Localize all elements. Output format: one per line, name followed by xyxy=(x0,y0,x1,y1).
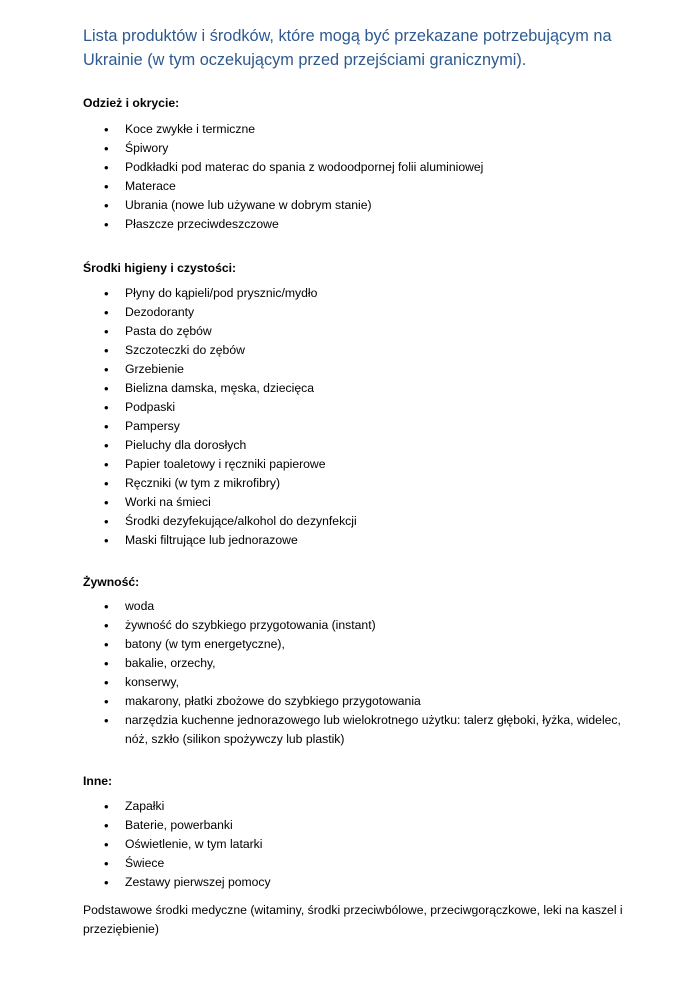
list-item: • Worki na śmieci xyxy=(0,493,625,512)
closing-paragraph: Podstawowe środki medyczne (witaminy, środki przeciwbólowe, przeciwgorączkowe, leki na kaszel i przeziębienie) xyxy=(83,903,623,936)
list-item: • narzędzia kuchenne jednorazowego lub wielokrotnego użytku: talerz głęboki, łyżka, widelec, nóż, szkło (silikon spożywczy lub plastik) xyxy=(0,711,625,749)
list-item: • Płaszcze przeciwdeszczowe xyxy=(0,215,625,234)
list-hygiene xyxy=(0,284,700,550)
list-item: • Zestawy pierwszej pomocy xyxy=(0,873,625,892)
list-item: • Pasta do zębów xyxy=(0,322,625,341)
list-item: • Koce zwykłe i termiczne xyxy=(0,120,625,139)
list-item: • makarony, płatki zbożowe do szybkiego przygotowania xyxy=(0,692,625,711)
list-item: • Dezodoranty xyxy=(0,303,625,322)
list-item: • Pampersy xyxy=(0,417,625,436)
list-item: • Baterie, powerbanki xyxy=(0,816,625,835)
list-item: • Oświetlenie, w tym latarki xyxy=(0,835,625,854)
list-item: • Świece xyxy=(0,854,625,873)
list-item: • woda xyxy=(0,597,625,616)
list-item: • bakalie, orzechy, xyxy=(0,654,625,673)
section-heading-other: Inne: xyxy=(83,774,113,788)
section-heading-clothing: Odzież i okrycie: xyxy=(83,96,180,110)
list-item: • Śpiwory xyxy=(0,139,625,158)
list-item: • Płyny do kąpieli/pod prysznic/mydło xyxy=(0,284,625,303)
list-item: • batony (w tym energetyczne), xyxy=(0,635,625,654)
list-item: • Papier toaletowy i ręczniki papierowe xyxy=(0,455,625,474)
list-item: • konserwy, xyxy=(0,673,625,692)
list-clothing xyxy=(0,120,700,234)
section-heading-hygiene: Środki higieny i czystości: xyxy=(83,261,237,275)
list-item: • Materace xyxy=(0,177,625,196)
section-heading-food: Żywność: xyxy=(83,575,140,589)
list-item: • Maski filtrujące lub jednorazowe xyxy=(0,531,625,550)
list-item: • żywność do szybkiego przygotowania (instant) xyxy=(0,616,625,635)
list-item: • Zapałki xyxy=(0,797,625,816)
list-item: • Podpaski xyxy=(0,398,625,417)
list-item: • Ręczniki (w tym z mikrofibry) xyxy=(0,474,625,493)
list-food xyxy=(0,597,700,749)
list-item: • Środki dezyfekujące/alkohol do dezynfekcji xyxy=(0,512,625,531)
list-item: • Pieluchy dla dorosłych xyxy=(0,436,625,455)
list-item: • Podkładki pod materac do spania z wodoodpornej folii aluminiowej xyxy=(0,158,625,177)
list-item: • Ubrania (nowe lub używane w dobrym stanie) xyxy=(0,196,625,215)
list-other xyxy=(0,797,700,892)
list-item: • Bielizna damska, męska, dziecięca xyxy=(0,379,625,398)
list-item: • Grzebienie xyxy=(0,360,625,379)
list-item: • Szczoteczki do zębów xyxy=(0,341,625,360)
document-title: Lista produktów i środków, które mogą być przekazane potrzebującym na Ukrainie (w tym oczekującym przed przejściami granicznymi). xyxy=(83,27,612,69)
